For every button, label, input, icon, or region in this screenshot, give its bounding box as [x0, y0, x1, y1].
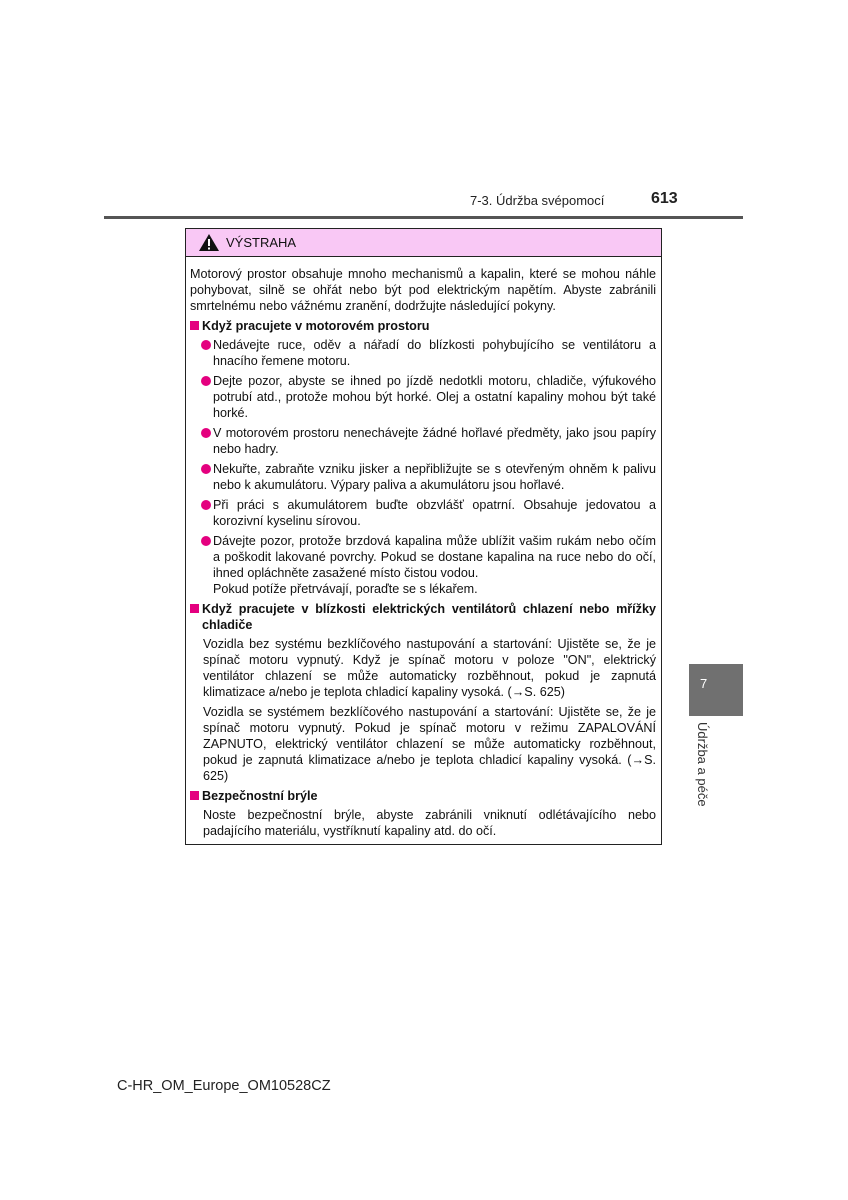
chapter-number: 7: [700, 676, 708, 691]
list-item: Nedávejte ruce, oděv a nářadí do blízkosti pohybujícího se ventilátoru a hnacího řemene motoru.: [201, 337, 656, 369]
warning-body: [186, 257, 661, 839]
warning-title: VÝSTRAHA: [226, 235, 297, 250]
list-item: [201, 533, 656, 597]
list-item-text: Dávejte pozor, protože brzdová kapalina může ublížit vašim rukám nebo očím a poškodit lakované povrchy. Pokud se dostane kapalina na ruce nebo do očí, ihned opláchněte zasažené místo čistou vodou.: [213, 534, 656, 580]
section-heading-engine: Když pracujete v motorovém prostoru: [190, 318, 656, 334]
section-heading-fans: Když pracujete v blízkosti elektrických ventilátorů chlazení nebo mřížky chladiče: [190, 601, 656, 633]
paragraph: Vozidla bez systému bezklíčového nastupování a startování: Ujistěte se, že je spínač motoru vypnutý. Když je spínač motoru v poloze "ON", elektrický ventilátor chlazení se může automaticky rozběhnout, pokud je zapnutá klimatizace a/nebo je teplota chladicí kapaliny vysoká. (→S. 625): [203, 637, 656, 699]
document-code: C-HR_OM_Europe_OM10528CZ: [117, 1078, 331, 1094]
chapter-label: Údržba a péče: [695, 722, 710, 807]
round-bullet-icon: [201, 536, 211, 546]
warning-triangle-icon: [198, 233, 220, 252]
square-bullet-icon: [190, 604, 199, 613]
page-number: 613: [651, 190, 678, 207]
list-item: V motorovém prostoru nenechávejte žádné hořlavé předměty, jako jsou papíry nebo hadry.: [201, 425, 656, 457]
square-bullet-icon: [190, 791, 199, 800]
header-section-title: 7-3. Údržba svépomocí: [470, 193, 605, 208]
header-rule: [104, 216, 743, 219]
warning-intro: Motorový prostor obsahuje mnoho mechanismů a kapalin, které se mohou náhle pohybovat, silně se ohřát nebo být pod elektrickým napětím. Abyste zabránili smrtelnému nebo vážnému zranění, dodržujte následující pokyny.: [190, 267, 656, 313]
paragraph: Noste bezpečnostní brýle, abyste zabránili vniknutí odlétávajícího nebo padajícího materiálu, vystříknutí kapaliny atd. do očí.: [203, 808, 656, 838]
list-item: Nekuřte, zabraňte vzniku jisker a nepřibližujte se s otevřeným ohněm k palivu nebo k akumulátoru. Výpary paliva a akumulátoru jsou hořlavé.: [201, 461, 656, 493]
square-bullet-icon: [190, 321, 199, 330]
list-item: Dejte pozor, abyste se ihned po jízdě nedotkli motoru, chladiče, výfukového potrubí atd., protože mohou být horké. Olej a ostatní kapaliny mohou být také horké.: [201, 373, 656, 421]
warning-box: [185, 228, 662, 845]
list-item: Při práci s akumulátorem buďte obzvlášť opatrní. Obsahuje jedovatou a korozivní kyselinu sírovou.: [201, 497, 656, 529]
round-bullet-icon: [201, 500, 211, 510]
round-bullet-icon: [201, 376, 211, 386]
round-bullet-icon: [201, 428, 211, 438]
warning-header: [186, 229, 661, 257]
paragraph: Vozidla se systémem bezklíčového nastupování a startování: Ujistěte se, že je spínač motoru vypnutý. Pokud je spínač motoru v režimu ZAPALOVÁNÍ ZAPNUTO, elektrický ventilátor chlazení se může automaticky rozběhnout, pokud je zapnutá klimatizace a/nebo je teplota chladicí kapaliny vysoká. (→S. 625): [203, 705, 656, 783]
round-bullet-icon: [201, 464, 211, 474]
round-bullet-icon: [201, 340, 211, 350]
list-item-extra: Pokud potíže přetrvávají, poraďte se s lékařem.: [213, 582, 478, 596]
section-heading-goggles: Bezpečnostní brýle: [190, 788, 656, 804]
chapter-tab: [689, 664, 743, 716]
